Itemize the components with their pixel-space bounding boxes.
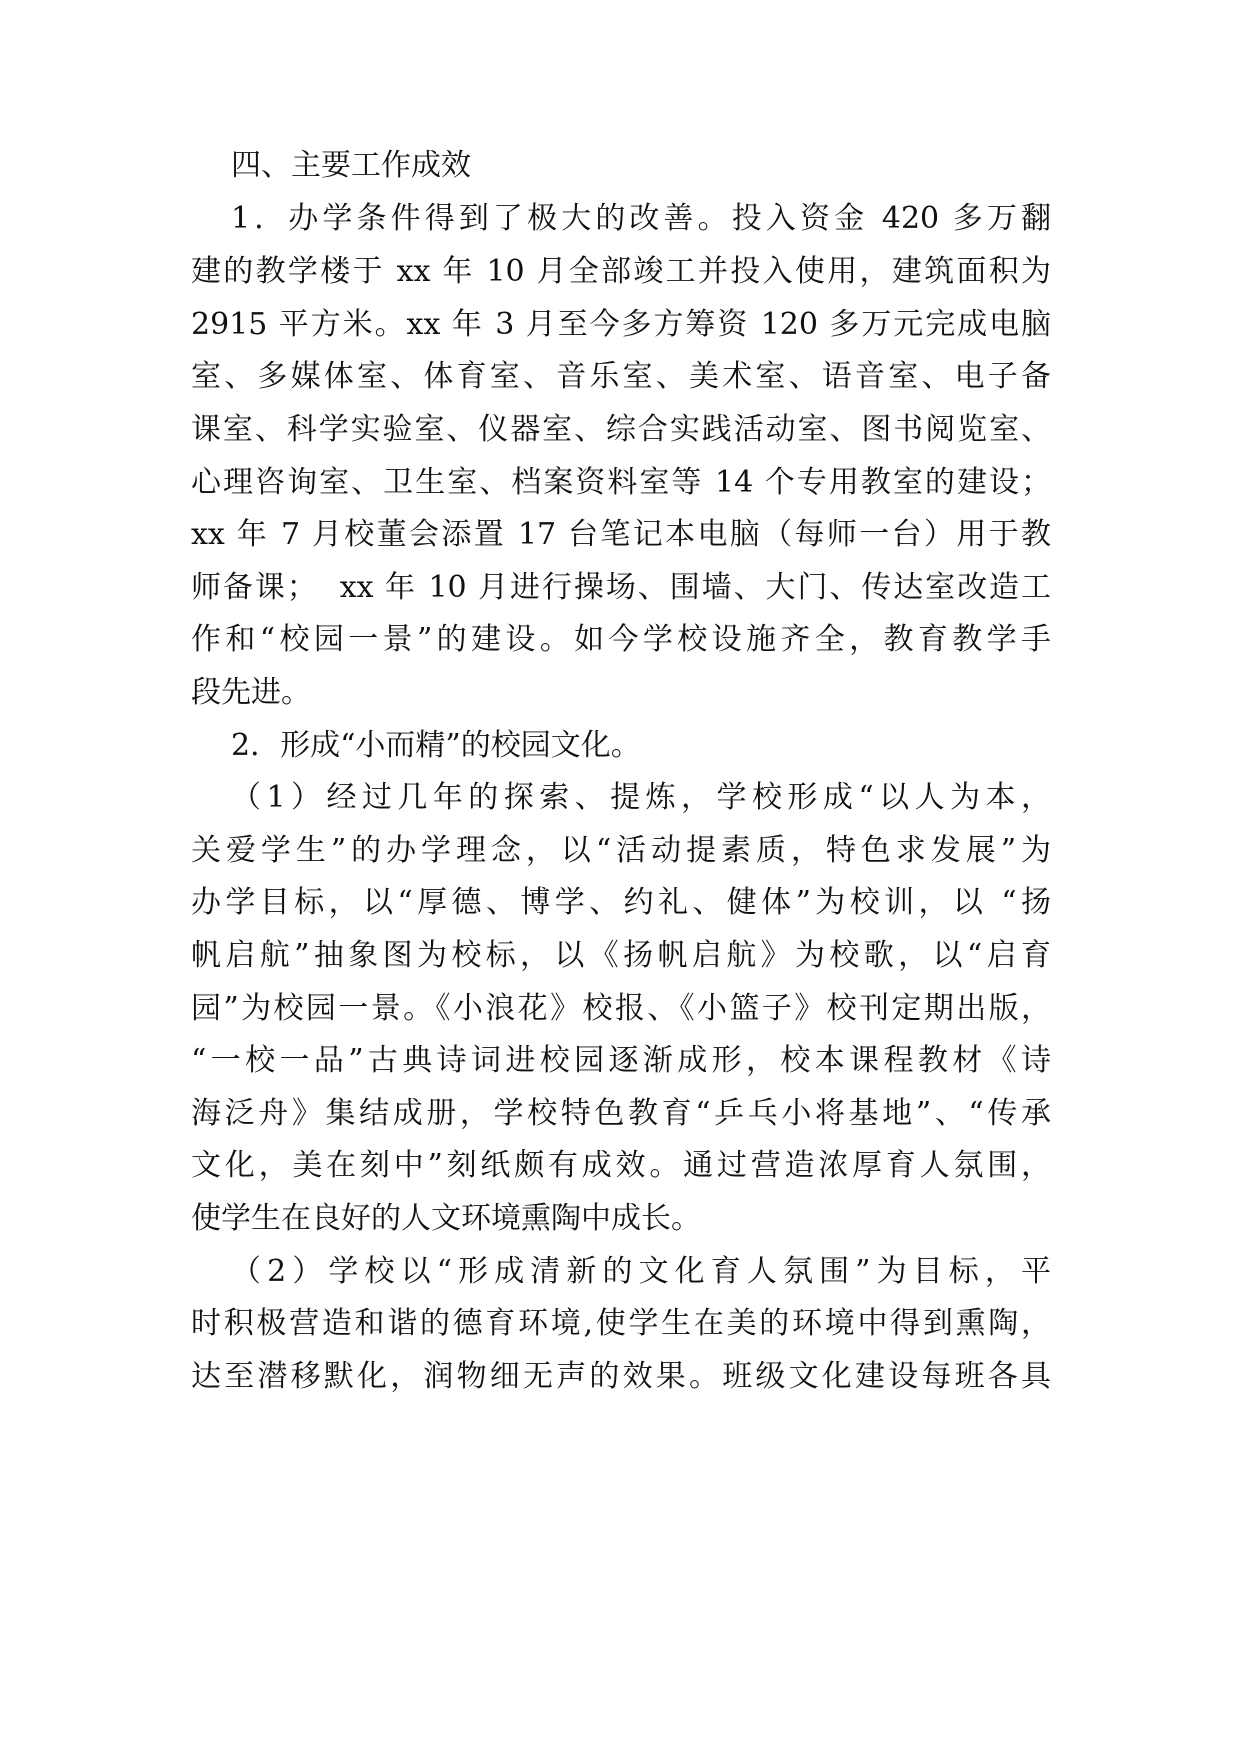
paragraph-2-heading: 2．形成“小而精”的校园文化。 — [231, 728, 641, 763]
paragraph-1-line-1: 1．办学条件得到了极大的改善。投入资金 420 多万翻 — [231, 201, 1051, 236]
paragraph-1-line-4: 室、多媒体室、体育室、音乐室、美术室、语音室、电子备 — [191, 359, 1051, 394]
paragraph-3-line-2: 关爱学生”的办学理念，以“活动提素质，特色求发展”为 — [191, 833, 1051, 868]
paragraph-1-line-6: 心理咨询室、卫生室、档案资料室等 14 个专用教室的建设； — [191, 465, 1051, 500]
paragraph-1-line-8: 师备课； xx 年 10 月进行操场、围墙、大门、传达室改造工 — [191, 570, 1051, 605]
paragraph-1-line-10: 段先进。 — [191, 675, 311, 710]
paragraph-4-line-1: （2）学校以“形成清新的文化育人氛围”为目标，平 — [231, 1254, 1051, 1289]
paragraph-3-line-9: 使学生在良好的人文环境熏陶中成长。 — [191, 1201, 701, 1236]
paragraph-3-line-8: 文化，美在刻中”刻纸颇有成效。通过营造浓厚育人氛围， — [191, 1148, 1051, 1183]
section-heading: 四、主要工作成效 — [231, 148, 471, 183]
paragraph-3-line-6: “一校一品”古典诗词进校园逐渐成形，校本课程教材《诗 — [191, 1043, 1051, 1078]
paragraph-3-line-1: （1）经过几年的探索、提炼，学校形成“以人为本， — [231, 780, 1051, 815]
paragraph-1-line-2: 建的教学楼于 xx 年 10 月全部竣工并投入使用，建筑面积为 — [191, 254, 1051, 289]
paragraph-3-line-5: 园”为校园一景。《小浪花》校报、《小篮子》校刊定期出版， — [191, 991, 1051, 1026]
paragraph-1-line-9: 作和“校园一景”的建设。如今学校设施齐全，教育教学手 — [191, 622, 1051, 657]
paragraph-3-line-3: 办学目标，以“厚德、博学、约礼、健体”为校训，以 “扬 — [191, 885, 1051, 920]
paragraph-4-line-2: 时积极营造和谐的德育环境,使学生在美的环境中得到熏陶， — [191, 1306, 1051, 1341]
paragraph-1-line-5: 课室、科学实验室、仪器室、综合实践活动室、图书阅览室、 — [191, 412, 1051, 447]
paragraph-1-line-7: xx 年 7 月校董会添置 17 台笔记本电脑（每师一台）用于教 — [191, 517, 1051, 552]
paragraph-3-line-7: 海泛舟》集结成册，学校特色教育“乒乓小将基地”、“传承 — [191, 1096, 1051, 1131]
paragraph-1-line-3: 2915 平方米。xx 年 3 月至今多方筹资 120 多万元完成电脑 — [191, 307, 1051, 342]
paragraph-3-line-4: 帆启航”抽象图为校标，以《扬帆启航》为校歌，以“启育 — [191, 938, 1051, 973]
paragraph-4-line-3: 达至潜移默化，润物细无声的效果。班级文化建设每班各具 — [191, 1359, 1051, 1394]
